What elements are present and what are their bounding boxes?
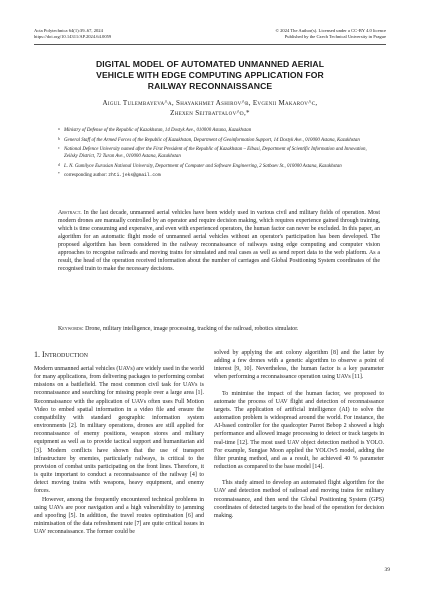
license-header	[275, 28, 386, 40]
affiliation-item	[58, 146, 380, 160]
affiliation-item	[58, 127, 380, 134]
publisher-line: Published by the Czech Technical University in Prague	[284, 34, 386, 40]
affiliation-text: National Defence University named after the First President of the Republic of Kazakhstan – Elbasi, Department of Scientific Information and Innovation, Zeilsky District, 72 Turan Ave., 010000 Astana, Kazakhstan	[64, 147, 367, 160]
abstract-label: Abstract.	[58, 210, 82, 216]
paragraph: Modern unmanned aerial vehicles (UAVs) are widely used in the world for many applications, from delivering packages to performing combat missions on a battlefield. The most common civil task for UAVs is reconnaissance and searching for missing people over a large area [1]. Reconnaissance with the application of UAVs often uses Full Motion Video to embed spatial information in a video file and ensure the compatibility with standard geographic information system environments [2]. In military operations, drones are still applied for reconnaissance of enemy positions, weapon stores and military equipment as well as to provide tactical support and humanitarian aid [3]. Modern conflicts have shown that the use of transport infrastructure by enemies, particularly railways, is critical to the provision of combat units participating on the front lines. Therefore, it is quite important to conduct a reconnaissance of the railway [4] to detect moving trains with weapons, heavy equipment, and enemy forces.	[34, 366, 204, 495]
affiliation-text: L. N. Gumilyov Eurasian National University, Department of Computer and Software Engineering, 2 Satbaev St., 010000 Astana, Kazakhstan	[64, 163, 342, 169]
left-column	[34, 349, 204, 536]
keywords	[58, 325, 380, 333]
title-line: DIGITAL MODEL OF AUTOMATED UNMANNED AERIAL	[95, 59, 325, 69]
paragraph: However, among the frequently encountered technical problems in using UAVs are poor navigation and a high vulnerability to jamming and spoofing [5]. In addition, the travel routes optimisation [6] and minimisation of the data refreshment rate [7] are quite critical issues in UAV reconnaissance. The former could be	[34, 496, 204, 536]
affiliation-mark: a	[58, 127, 60, 131]
author-line: Aigul Tulembayeva^a, Shayakhmet Ashirov^b, Evgenii Makarov^c,	[102, 99, 318, 107]
abstract-text: In the last decade, unmanned aerial vehicles have been widely used in various civil and military fields of operation. Most modern drones are manually controlled by an operator and require decision making, which requires experience gained through training, which is time consuming and expensive, and even with experienced operators, the human factor can never be excluded. In this paper, an algorithm for an automatic flight mode of unmanned aerial vehicles without an operator's participation has been developed. The proposed algorithm has been considered in the railway reconnaissance of railways using edge computing and computer vision approaches to recognise railroads and moving trains for simulated and real cases as well as send report data to the web platform. As a result, the head of the operation received information about the number of carriages and Global Positioning System coordinates of the recognised train to make the necessary decisions.	[58, 210, 380, 273]
affiliation-item	[58, 163, 380, 170]
corresponding-label: corresponding author:	[64, 173, 108, 179]
header-rule	[34, 44, 386, 45]
affiliation-mark: d	[58, 162, 60, 167]
paragraph: This study aimed to develop an automated flight algorithm for the UAV and detection method of railroad and moving trains for military reconnaissance, and then send the Global Positioning System (GPS) coordinates of detected targets to the head of the operation for decision making.	[214, 480, 384, 519]
abstract	[58, 209, 380, 273]
journal-citation: Acta Polytechnica 64(1):39–67, 2024	[34, 28, 103, 33]
paper-title	[34, 59, 386, 92]
section-heading: 1. Introduction	[34, 350, 88, 359]
keywords-text: Drone, military intelligence, image processing, tracking of the railroad, robotics simulator.	[85, 326, 299, 332]
affiliation-mark: c	[58, 146, 60, 151]
paragraph: To minimise the impact of the human factor, we proposed to automate the process of UAV flight and detection of reconnaissance targets. The application of artificial intelligence (AI) to solve the automation problem is widespread around the world. For instance, the AI-based controller for the quadcopter Parrot Bebop 2 showed a high performance and allowed image processing to detect or track targets in real-time [12]. The most used UAV object detection method is YOLO. For example, Sungjae Moon applied the YOLOv5 model, adding the filter pruning method, and as a result, he achieved 40 % parameter reduction as compared to the base model [14].	[214, 390, 384, 471]
author-line: Zhexen Seitbattalov^d,*	[170, 108, 250, 117]
affiliation-text: General Staff of the Armed Forces of the Republic of Kazakhstan, Department of Geoinformation Support, 14 Dostyk Ave., 010000 Astana, Kazakhstan	[64, 137, 360, 143]
email-link[interactable]: zhti.jeks@gmail.com	[108, 173, 161, 179]
affiliations	[58, 127, 380, 182]
affiliation-mark: b	[58, 136, 60, 141]
right-column	[214, 349, 384, 520]
paragraph: solved by applying the ant colony algorithm [8] and the latter by adding a few drones with a genetic algorithm to observe a point of interest [9, 10]. Nevertheless, the human factor is a key parameter when performing a reconnaissance operation using UAVs [11].	[214, 350, 384, 381]
keywords-label: Keywords:	[58, 326, 84, 332]
affiliation-text: Ministry of Defense of the Republic of Kazakhstan, 14 Dostyk Ave., 010000 Astana, Kazakhstan	[64, 128, 252, 133]
affiliation-item	[58, 137, 380, 144]
journal-header	[34, 28, 111, 40]
corresponding-author	[58, 172, 380, 179]
copyright-line: © 2024 The Author(s). Licensed under a CC-BY 4.0 licence	[275, 28, 386, 33]
corresponding-mark: *	[58, 172, 60, 177]
page-number: 39	[384, 567, 390, 573]
title-line: VEHICLE WITH EDGE COMPUTING APPLICATION FOR	[96, 70, 324, 80]
title-line: RAILWAY RECONNAISSANCE	[147, 81, 273, 91]
author-list	[34, 99, 386, 118]
doi-link[interactable]: https://doi.org/10.14311/AP.2024.64.0059	[34, 34, 112, 40]
